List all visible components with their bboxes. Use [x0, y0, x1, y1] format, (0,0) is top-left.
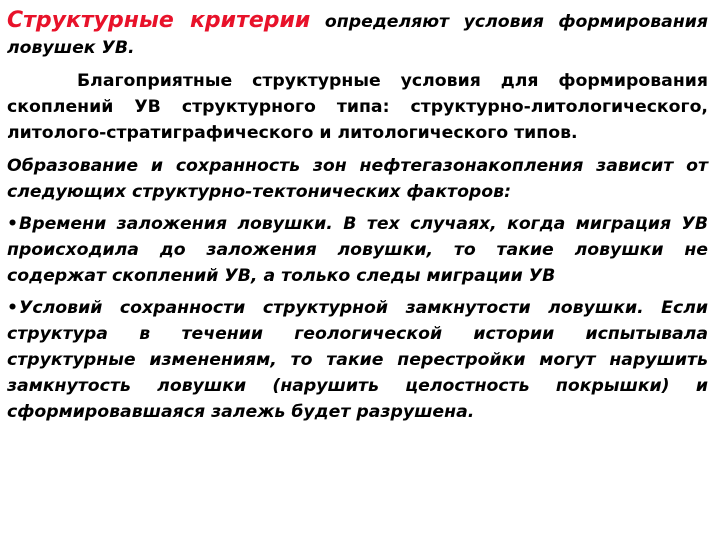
title-highlight: Структурные критерии [7, 8, 311, 33]
intro-paragraph [7, 8, 708, 61]
bullet-text: Условий сохранности структурной замкнутости ловушки. Если структура в течении геологической истории испытывала структурные изменениям, то такие перестройки могут нарушить замкнутость ловушки (нарушить целостность покрышки) и сформировавшаяся залежь будет разрушена. [7, 298, 708, 422]
bullet-item [7, 211, 708, 289]
bullet-marker: • [7, 214, 19, 234]
bullet-text: Времени заложения ловушки. В тех случаях, когда миграция УВ происходила до заложения ловушки, то такие ловушки не содержат скоплений УВ, а только следы миграции УВ [7, 214, 708, 286]
bullet-marker: • [7, 298, 19, 318]
paragraph-factors: Образование и сохранность зон нефтегазонакопления зависит от следующих структурно-тектонических факторов: [7, 156, 708, 202]
title-rest: определяют условия формирования ловушек УВ. [7, 12, 708, 58]
paragraph-favorable-conditions: Благоприятные структурные условия для формирования скоплений УВ структурного типа: структурно-литологического, литолого-стратиграфического и литологического типов. [7, 71, 708, 143]
bullet-item [7, 295, 708, 425]
